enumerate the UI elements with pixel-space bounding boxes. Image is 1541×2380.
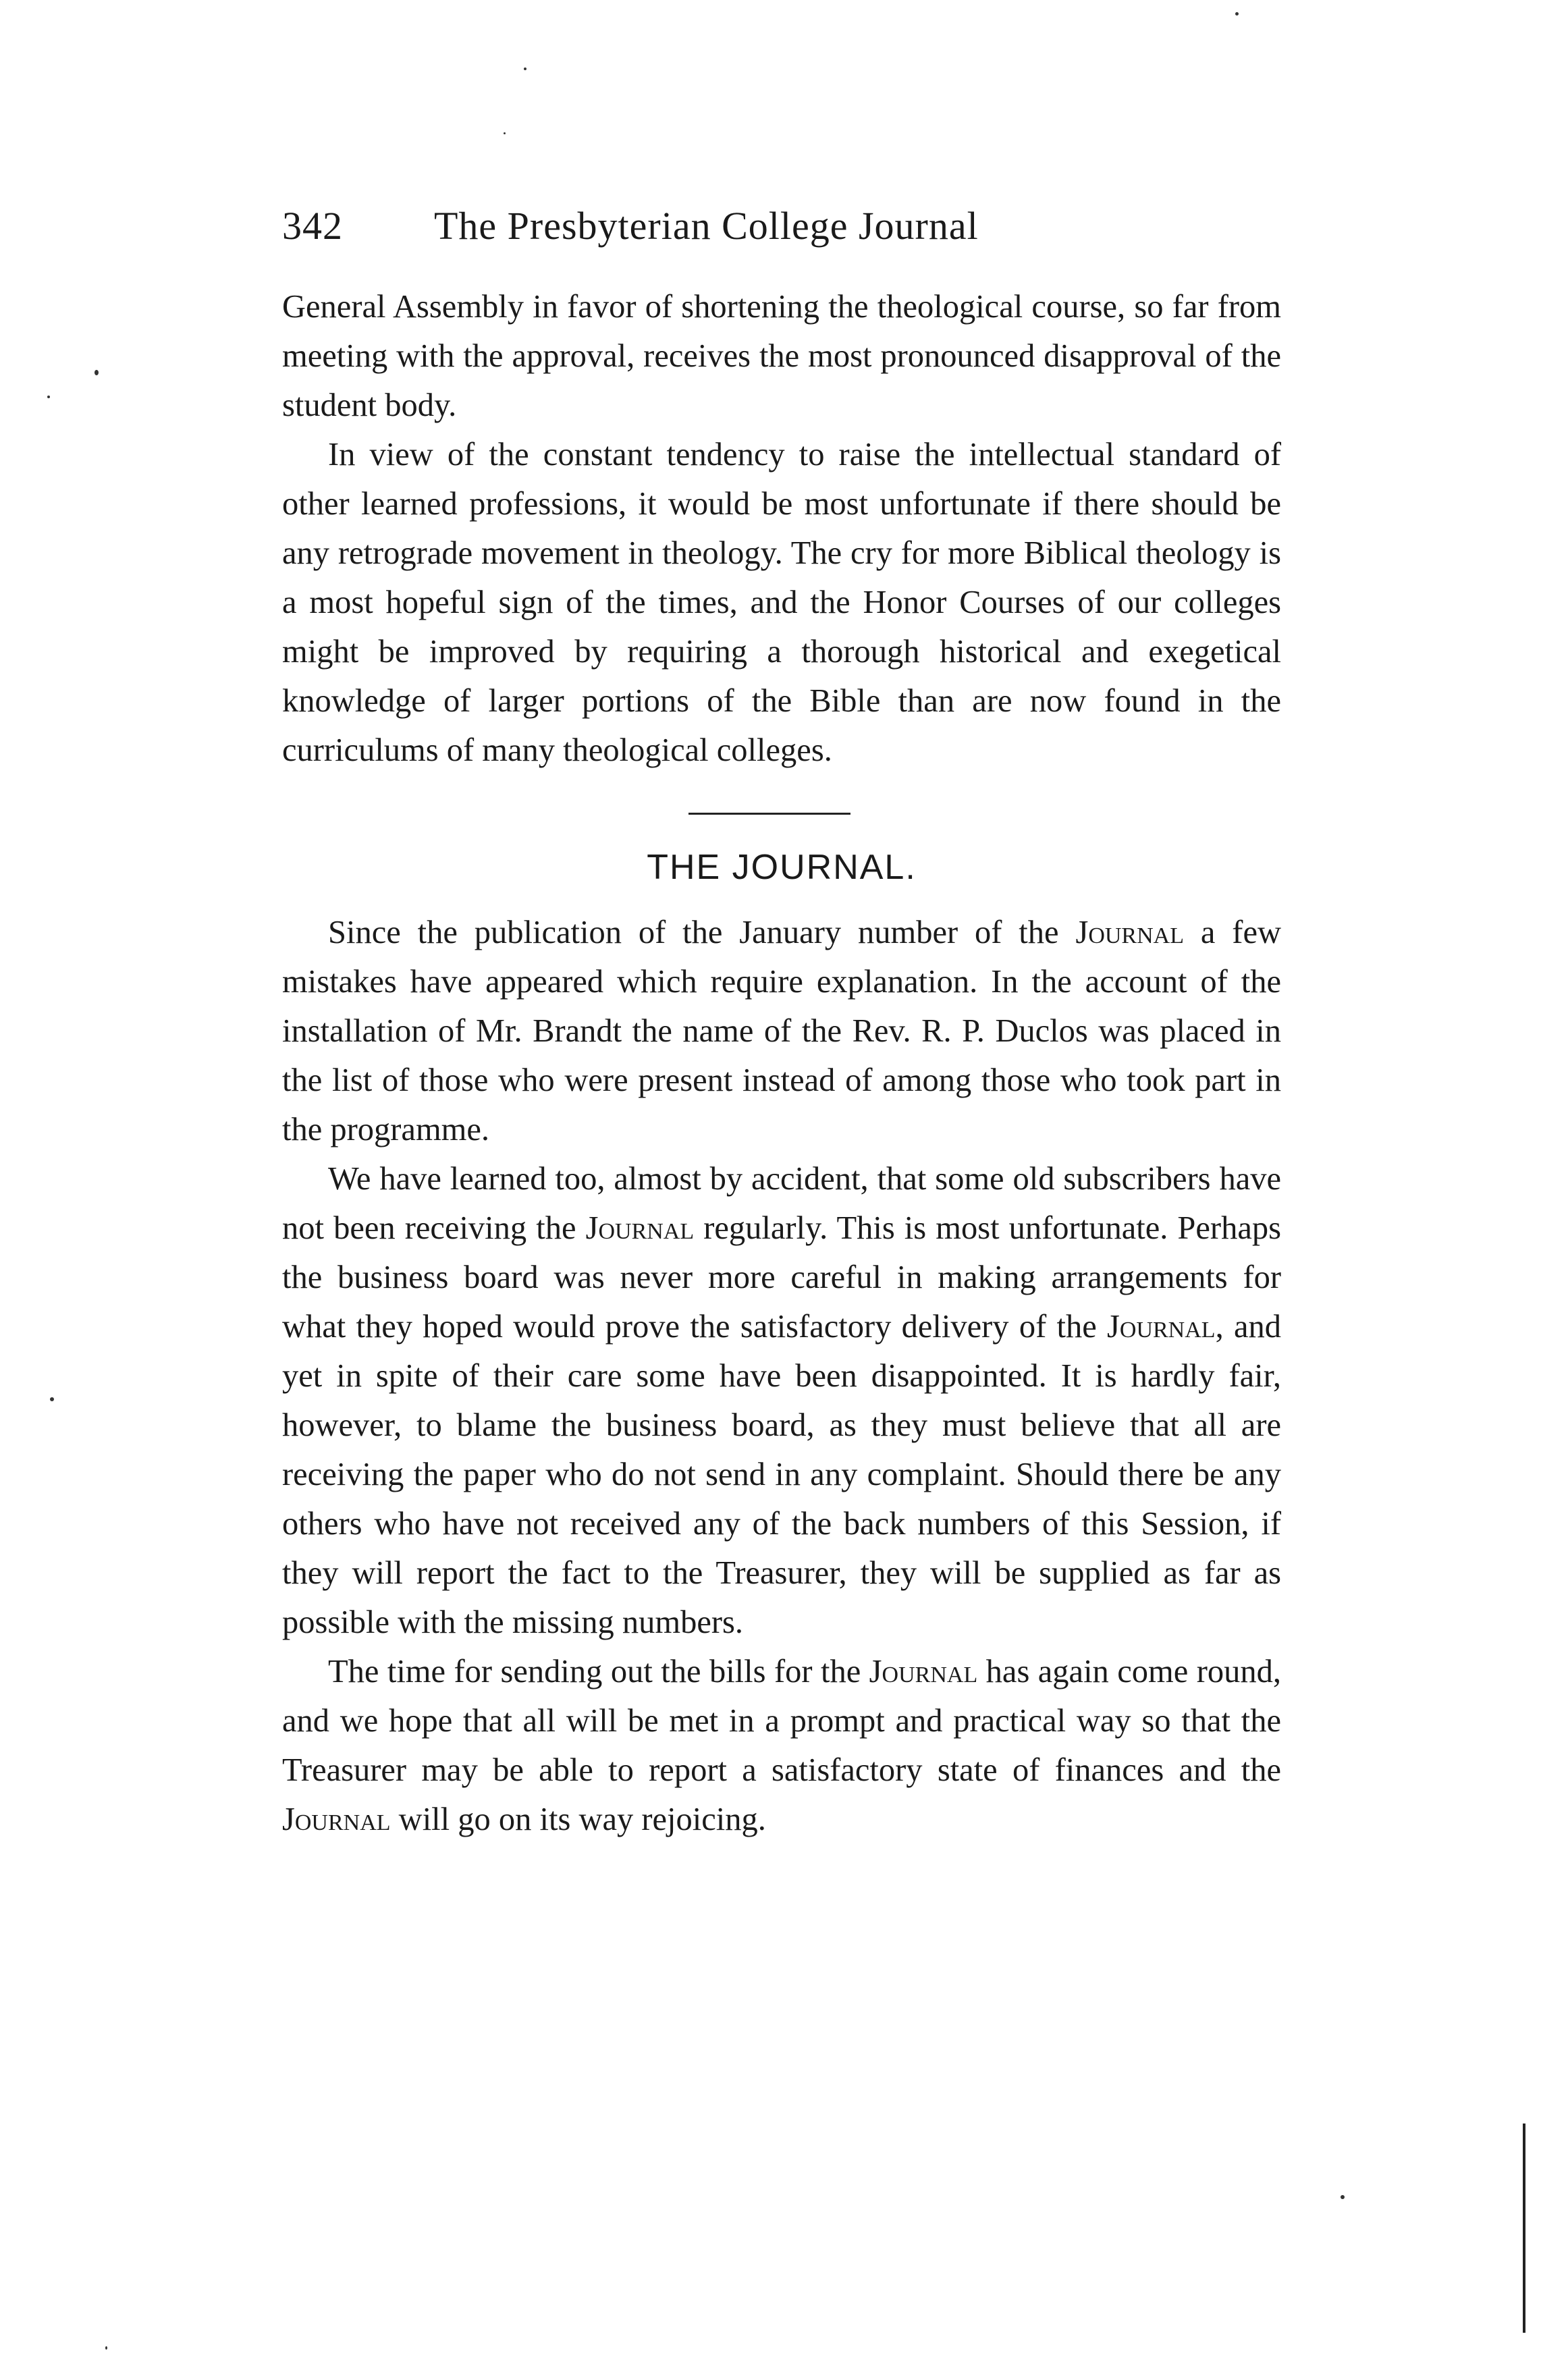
paragraph-biblical-theology: In view of the constant tendency to raise the intellectual standard of other learned professions, it would be most unfortunate if there should be any retrograde movement in theology. The cry for more Biblical theology is a most hopeful sign of the times, and the Honor Courses of our colleges might be improved by requiring a thorough historical and exegetical knowledge of larger portions of the Bible than are now found in the curriculums of many theological colleges. [282, 437, 1281, 768]
section-heading: THE JOURNAL. [647, 848, 917, 887]
page-number: 342 [282, 204, 343, 248]
text-run: , and yet in spite of their care some have been disappointed. It is hardly fair, however, to blame the business board, as they must believe that all are receiving the paper who do not send in any complaint. Should there be any others who have not received any of the back numbers of this Session, if they will report the fact to the Treasurer, they will be supplied as far as possible with the missing numbers. [282, 1309, 1281, 1640]
journal-name: Journal [1075, 915, 1184, 950]
journal-name: Journal [869, 1654, 978, 1689]
scan-speck [94, 370, 99, 375]
journal-name: Journal [585, 1210, 695, 1246]
scan-speck [504, 132, 506, 134]
scan-speck [47, 396, 50, 398]
running-head [282, 196, 1281, 256]
scan-speck [1235, 12, 1239, 16]
text-run: The time for sending out the bills for the [328, 1654, 869, 1689]
text-run: regularly. This is most unfortunate. Perhaps the business board was never more careful in making arrangements for what they hoped would prove the satisfactory delivery of the [282, 1210, 1281, 1345]
paragraph-bills [282, 1647, 1281, 1844]
journal-title: The Presbyterian College Journal [434, 204, 979, 248]
scan-speck [524, 67, 526, 70]
section-divider [688, 813, 850, 815]
paragraph-subscribers [282, 1154, 1281, 1647]
scan-speck [1341, 2195, 1345, 2199]
scan-speck [105, 2346, 107, 2350]
top-section [282, 282, 1281, 775]
journal-name: Journal [282, 1802, 391, 1837]
journal-section-body [282, 908, 1281, 1844]
scan-edge-line [1523, 2124, 1525, 2333]
journal-name: Journal [1107, 1309, 1216, 1345]
text-run: will go on its way rejoicing. [390, 1802, 766, 1837]
text-run: Since the publication of the January number of the [328, 915, 1076, 950]
paragraph-continued: General Assembly in favor of shortening the theological course, so far from meeting with the approval, receives the most pronounced disapproval of the student body. [282, 289, 1281, 423]
text-run: We have learned too, almost by accident, that some old subscribers have not been receiving the [282, 1161, 1281, 1246]
scan-speck [50, 1397, 54, 1401]
text-run: has again come round, and we hope that all will be met in a prompt and practical way so that the Treasurer may be able to report a satisfactory state of finances and the [282, 1654, 1282, 1788]
text-run: a few mistakes have appeared which require explanation. In the account of the installation of Mr. Brandt the name of the Rev. R. P. Duclos was placed in the list of those who were present instead of among those who took part in the programme. [282, 915, 1281, 1147]
paragraph-mistakes [282, 908, 1281, 1154]
